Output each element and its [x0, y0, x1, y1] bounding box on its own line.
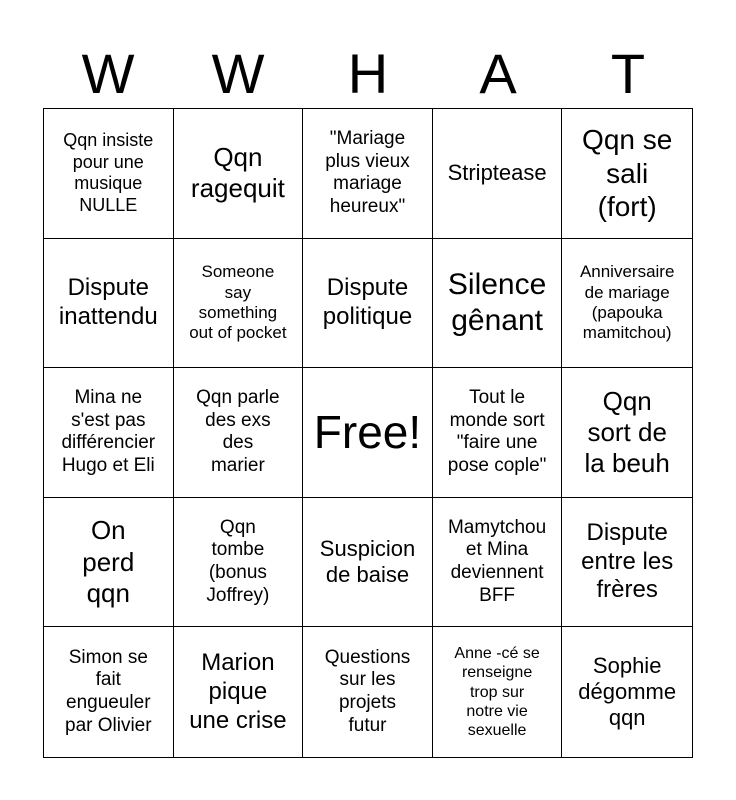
bingo-cell-7[interactable]: Someone say something out of pocket	[174, 239, 304, 369]
header-letter-4: A	[479, 42, 517, 105]
bingo-cell-25[interactable]: Sophie dégomme qqn	[578, 652, 677, 731]
bingo-cell-2[interactable]: Qqn ragequit	[174, 109, 304, 239]
bingo-board	[43, 108, 693, 758]
bingo-cell-11[interactable]: Mina ne s'est pas différencier Hugo et Eli	[44, 368, 174, 498]
bingo-cell-20[interactable]: Dispute entre les frères	[562, 498, 692, 628]
header-letter-5: T	[610, 42, 646, 105]
bingo-cell-9[interactable]: Silence gênant	[433, 239, 563, 369]
bingo-header	[43, 40, 693, 108]
bingo-cell-19[interactable]: Mamytchou et Mina deviennent BFF	[433, 498, 563, 628]
bingo-cell-3[interactable]: "Mariage plus vieux mariage heureux"	[303, 109, 433, 239]
bingo-cell-22[interactable]: Marion pique une crise	[174, 627, 304, 757]
bingo-cell-14[interactable]: Tout le monde sort "faire une pose cople"	[433, 368, 563, 498]
bingo-cell-16[interactable]: On perd qqn	[44, 498, 174, 628]
bingo-cell-6[interactable]: Dispute inattendu	[44, 239, 174, 369]
bingo-cell-17[interactable]: Qqn tombe (bonus Joffrey)	[174, 498, 304, 628]
header-letter-3: H	[347, 42, 389, 105]
bingo-cell-4[interactable]: Striptease	[433, 109, 563, 239]
bingo-cell-free[interactable]: Free!	[303, 368, 433, 498]
bingo-cell-21[interactable]: Simon se fait engueuler par Olivier	[44, 627, 174, 757]
bingo-cell-18[interactable]: Suspicion de baise	[303, 498, 433, 628]
bingo-cell-8[interactable]: Dispute politique	[303, 239, 433, 369]
bingo-cell-5[interactable]: Qqn se sali (fort)	[562, 109, 692, 239]
bingo-cell-10[interactable]: Anniversaire de mariage (papouka mamitchou)	[562, 239, 692, 369]
bingo-cell-15[interactable]: Qqn sort de la beuh	[562, 368, 692, 498]
bingo-cell-24[interactable]: Anne -cé se renseigne trop sur notre vie sexuelle	[433, 627, 563, 757]
bingo-cell-12[interactable]: Qqn parle des exs des marier	[174, 368, 304, 498]
header-letter-2: W	[211, 42, 265, 105]
bingo-cell-23[interactable]: Questions sur les projets futur	[303, 627, 433, 757]
bingo-cell-1[interactable]: Qqn insiste pour une musique NULLE	[44, 109, 174, 239]
header-letter-1: W	[81, 42, 135, 105]
